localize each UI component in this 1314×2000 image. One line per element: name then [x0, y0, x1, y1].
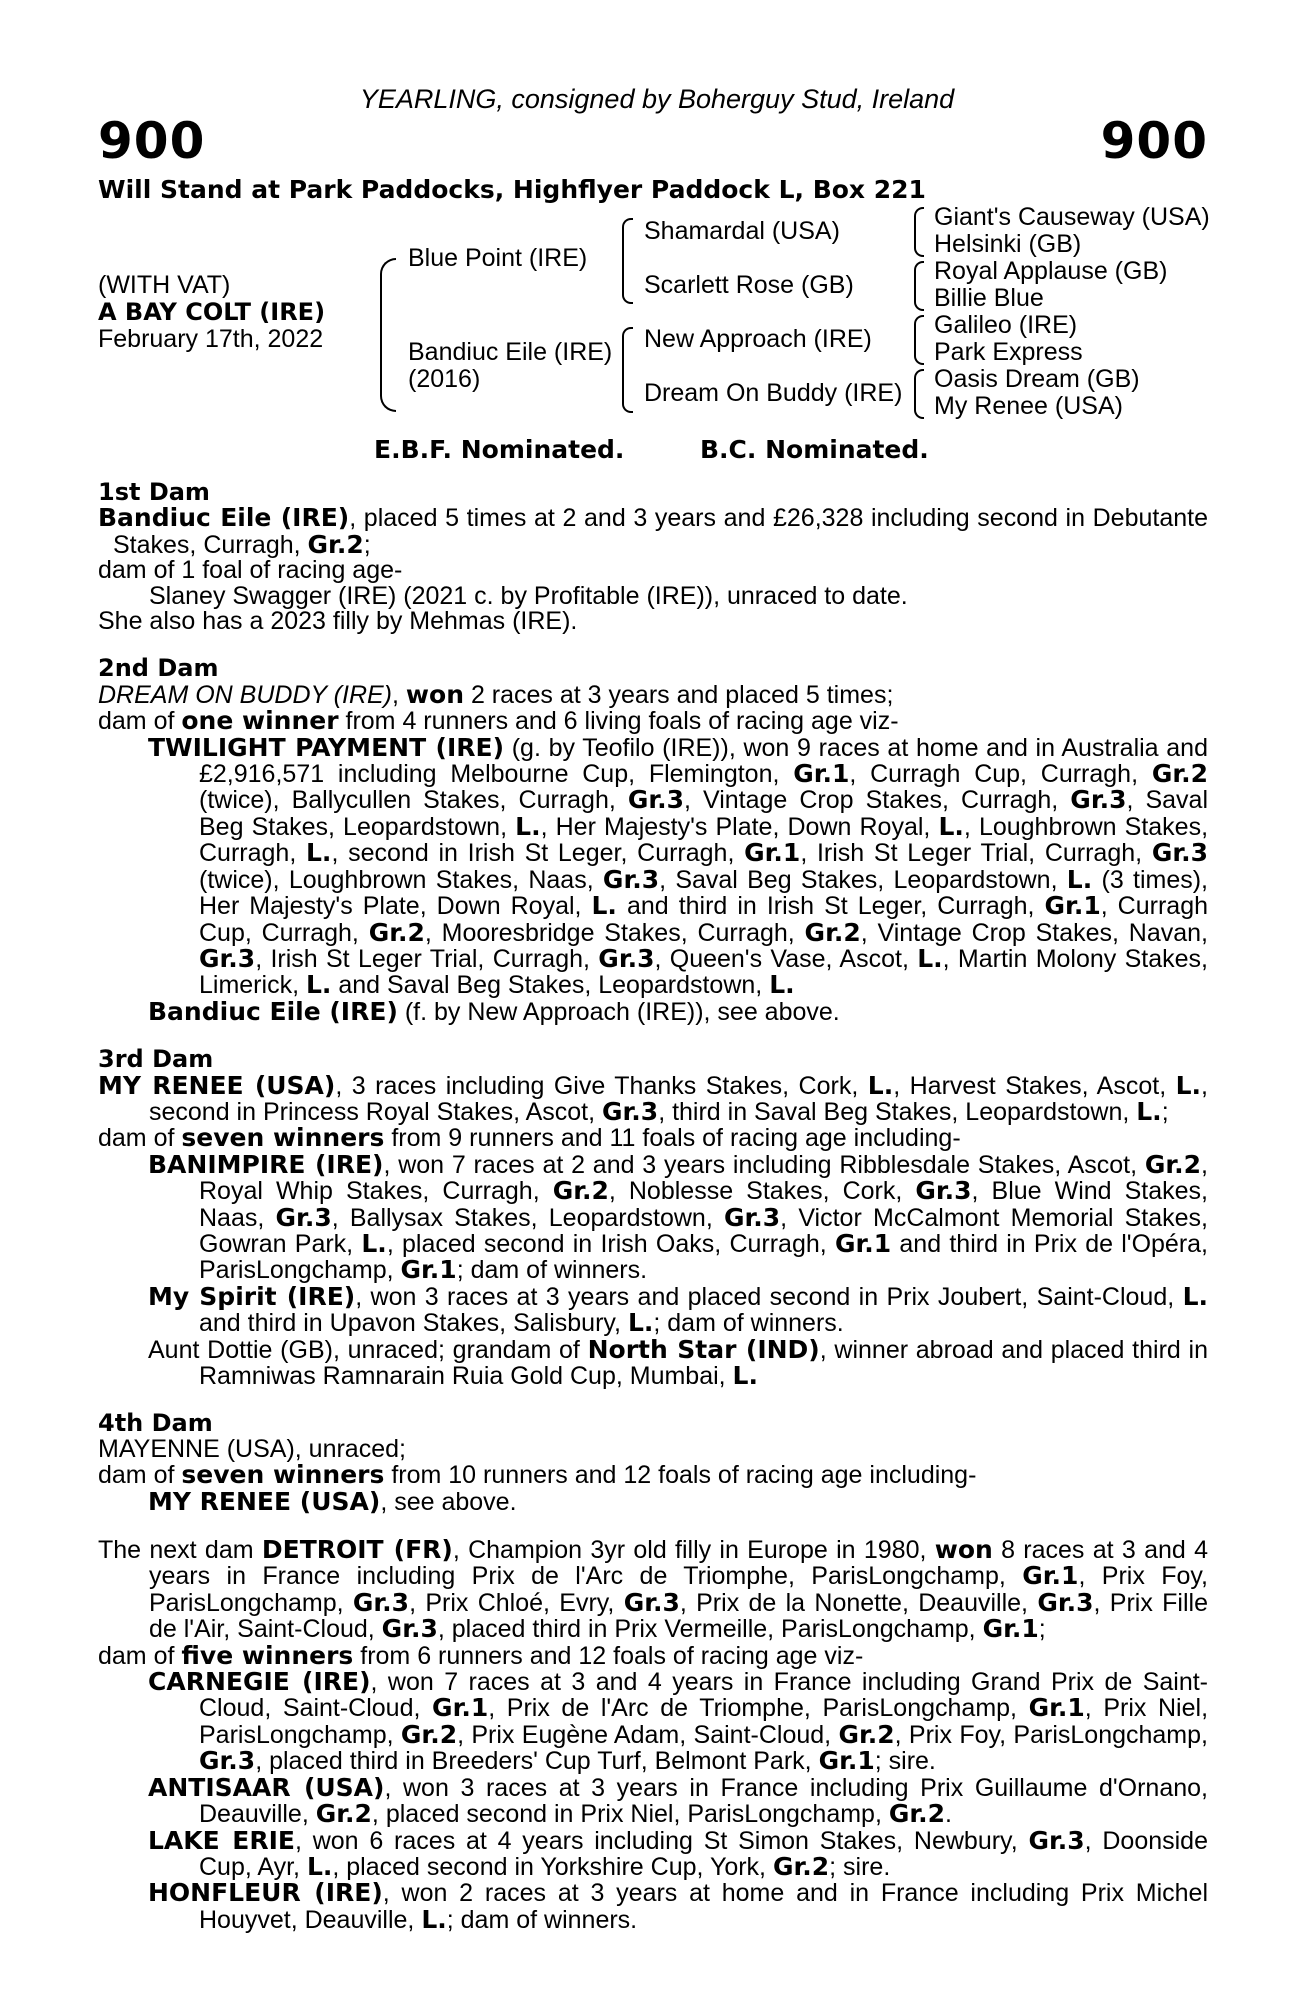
produce-summary: dam of seven winners from 9 runners and 11 foals of racing age including-: [98, 1123, 961, 1153]
progeny-entry: CARNEGIE (IRE), won 7 races at 3 and 4 years in France including Grand Prix de Saint-Cloud, Saint-Cloud, Gr.1, Prix de l'Arc de Triomphe, ParisLongchamp, Gr.1, Prix Niel, ParisLongchamp, Gr.2, Prix Eugène Adam, Saint-Cloud, Gr.2, Prix Foy, ParisLongchamp, Gr.3, placed third in Breeders' Cup Turf, Belmont Park, Gr.1; sire.: [148, 1667, 1209, 1776]
section-title: 2nd Dam: [98, 654, 219, 683]
dam-dam: Dream On Buddy (IRE): [644, 379, 903, 407]
dam-foaling-year: (2016): [408, 365, 481, 393]
gen3-name: Giant's Causeway (USA): [934, 203, 1210, 231]
brace-g3-2: [914, 261, 924, 311]
gen3-name: Galileo (IRE): [934, 311, 1078, 339]
lot-name: A BAY COLT (IRE): [98, 298, 326, 326]
brace-g3-4: [914, 369, 924, 419]
horse-name: HONFLEUR (IRE): [148, 1878, 383, 1908]
horse-name: North Star (IND): [587, 1334, 820, 1364]
produce-entry: Slaney Swagger (IRE) (2021 c. by Profitable (IRE)), unraced to date.: [149, 581, 908, 610]
horse-name: DREAM ON BUDDY (IRE): [98, 680, 393, 709]
brace-sire: [622, 218, 633, 304]
brace-g3-3: [914, 315, 924, 365]
section-title: 3rd Dam: [98, 1045, 214, 1074]
dam-entry: MY RENEE (USA), 3 races including Give Thanks Stakes, Cork, L., Harvest Stakes, Ascot, L., second in Princess Royal Stakes, Ascot, Gr.3, third in Saval Beg Stakes, Leopardstown, L.;: [98, 1070, 1208, 1126]
brace-g3-1: [914, 207, 924, 257]
progeny-entry: TWILIGHT PAYMENT (IRE) (g. by Teofilo (IRE)), won 9 races at home and in Australia and £2,916,571 including Melbourne Cup, Flemington, Gr.1, Curragh Cup, Curragh, Gr.2 (twice), Ballycullen Stakes, Curragh, Gr.3, Vintage Crop Stakes, Curragh, Gr.3, Saval Beg Stakes, Leopardstown, L., Her Majesty's Plate, Down Royal, L., Loughbrown Stakes, Curragh, L., second in Irish St Leger, Curragh, Gr.1, Irish St Leger Trial, Curragh, Gr.3 (twice), Loughbrown Stakes, Naas, Gr.3, Saval Beg Stakes, Leopardstown, L. (3 times), Her Majesty's Plate, Down Royal, L. and third in Irish St Leger, Curragh, Gr.1, Curragh Cup, Curragh, Gr.2, Mooresbridge Stakes, Curragh, Gr.2, Vintage Crop Stakes, Navan, Gr.3, Irish St Leger Trial, Curragh, Gr.3, Queen's Vase, Ascot, L., Martin Molony Stakes, Limerick, L. and Saval Beg Stakes, Leopardstown, L.: [148, 732, 1209, 1000]
horse-name: MY RENEE (USA): [98, 1070, 336, 1100]
dam-entry: Bandiuc Eile (IRE), placed 5 times at 2 and 3 years and £26,328 including second in Debutante Stakes, Curragh, Gr.2;: [98, 503, 1208, 559]
sire-sire: Shamardal (USA): [644, 217, 840, 245]
dam-name: Bandiuc Eile (IRE): [408, 338, 613, 366]
horse-name: DETROIT (FR): [261, 1535, 453, 1565]
produce-note: She also has a 2023 filly by Mehmas (IRE).: [98, 607, 578, 636]
horse-name: Bandiuc Eile (IRE): [98, 503, 350, 533]
progeny-entry: HONFLEUR (IRE), won 2 races at 3 years at home and in France including Prix Michel Houyvet, Deauville, L.; dam of winners.: [148, 1878, 1209, 1934]
progeny-entry: LAKE ERIE, won 6 races at 4 years including St Simon Stakes, Newbury, Gr.3, Doonside Cup, Ayr, L., placed second in Yorkshire Cup, York, Gr.2; sire.: [148, 1825, 1208, 1881]
horse-name: ANTISAAR (USA): [148, 1772, 385, 1802]
horse-name: MY RENEE (USA): [148, 1486, 381, 1516]
produce-summary: dam of one winner from 4 runners and 6 living foals of racing age viz-: [98, 706, 899, 736]
brace-dam: [622, 327, 633, 413]
lot-number-left: 900: [98, 112, 206, 170]
progeny-entry: My Spirit (IRE), won 3 races at 3 years and placed second in Prix Joubert, Saint-Cloud, L. and third in Upavon Stakes, Salisbury, L.; dam of winners.: [148, 1281, 1208, 1338]
gen3-name: Billie Blue: [934, 284, 1044, 312]
horse-name: My Spirit (IRE): [148, 1281, 356, 1311]
progeny-entry: MY RENEE (USA), see above.: [148, 1486, 517, 1516]
foaling-date: February 17th, 2022: [98, 325, 324, 353]
section-title: 1st Dam: [98, 478, 210, 506]
sire-dam: Scarlett Rose (GB): [644, 271, 854, 299]
next-dam-entry: The next dam DETROIT (FR), Champion 3yr old filly in Europe in 1980, won 8 races at 3 and 4 years in France including Prix de l'Arc de Triomphe, ParisLongchamp, Gr.1, Prix Foy, ParisLongchamp, Gr.3, Prix Chloé, Evry, Gr.3, Prix de la Nonette, Deauville, Gr.3, Prix Fille de l'Air, Saint-Cloud, Gr.3, placed third in Prix Vermeille, ParisLongchamp, Gr.1;: [98, 1535, 1208, 1644]
horse-name: LAKE ERIE: [148, 1825, 295, 1855]
consignment-line: YEARLING, consigned by Boherguy Stud, Ireland: [359, 84, 955, 114]
progeny-entry: Bandiuc Eile (IRE) (f. by New Approach (IRE)), see above.: [148, 996, 840, 1026]
gen3-name: My Renee (USA): [934, 392, 1123, 420]
lot-number-right: 900: [1100, 112, 1208, 170]
produce-summary: dam of five winners from 6 runners and 12 foals of racing age viz-: [98, 1640, 864, 1670]
dam-entry: DREAM ON BUDDY (IRE), won 2 races at 3 years and placed 5 times;: [98, 679, 894, 709]
dam-sire: New Approach (IRE): [644, 325, 872, 353]
brace-gen1: [380, 258, 396, 412]
progeny-entry: BANIMPIRE (IRE), won 7 races at 2 and 3 years including Ribblesdale Stakes, Ascot, Gr.2, Royal Whip Stakes, Curragh, Gr.2, Noblesse Stakes, Cork, Gr.3, Blue Wind Stakes, Naas, Gr.3, Ballysax Stakes, Leopardstown, Gr.3, Victor McCalmont Memorial Stakes, Gowran Park, L., placed second in Irish Oaks, Curragh, Gr.1 and third in Prix de l'Opéra, ParisLongchamp, Gr.1; dam of winners.: [148, 1149, 1209, 1285]
horse-name: TWILIGHT PAYMENT (IRE): [148, 732, 505, 762]
pedigree-notes: [98, 480, 1208, 1933]
dam-entry: MAYENNE (USA), unraced;: [98, 1434, 406, 1463]
gen3-name: Helsinki (GB): [934, 230, 1082, 258]
vat-note: (WITH VAT): [98, 271, 231, 299]
sire-name: Blue Point (IRE): [408, 244, 588, 272]
spacer: [98, 1515, 1208, 1537]
gen3-name: Park Express: [934, 338, 1083, 366]
section-title: 4th Dam: [98, 1409, 213, 1438]
produce-summary: dam of 1 foal of racing age-: [98, 556, 403, 585]
stand-info: Will Stand at Park Paddocks, Highflyer Paddock L, Box 221: [98, 175, 926, 204]
gen3-name: Oasis Dream (GB): [934, 365, 1140, 393]
progeny-entry: ANTISAAR (USA), won 3 races at 3 years in France including Prix Guillaume d'Ornano, Deauville, Gr.2, placed second in Prix Niel, ParisLongchamp, Gr.2.: [148, 1772, 1208, 1829]
horse-name: BANIMPIRE (IRE): [148, 1149, 384, 1179]
horse-name: Bandiuc Eile (IRE): [148, 996, 398, 1026]
ebf-nomination: E.B.F. Nominated.: [374, 435, 625, 464]
progeny-entry: Aunt Dottie (GB), unraced; grandam of North Star (IND), winner abroad and placed third in Ramniwas Ramnarain Ruia Gold Cup, Mumbai, L.: [148, 1334, 1208, 1390]
bc-nomination: B.C. Nominated.: [700, 435, 929, 464]
gen3-name: Royal Applause (GB): [934, 257, 1168, 285]
produce-summary: dam of seven winners from 10 runners and 12 foals of racing age including-: [98, 1460, 977, 1490]
horse-name: CARNEGIE (IRE): [148, 1667, 371, 1697]
